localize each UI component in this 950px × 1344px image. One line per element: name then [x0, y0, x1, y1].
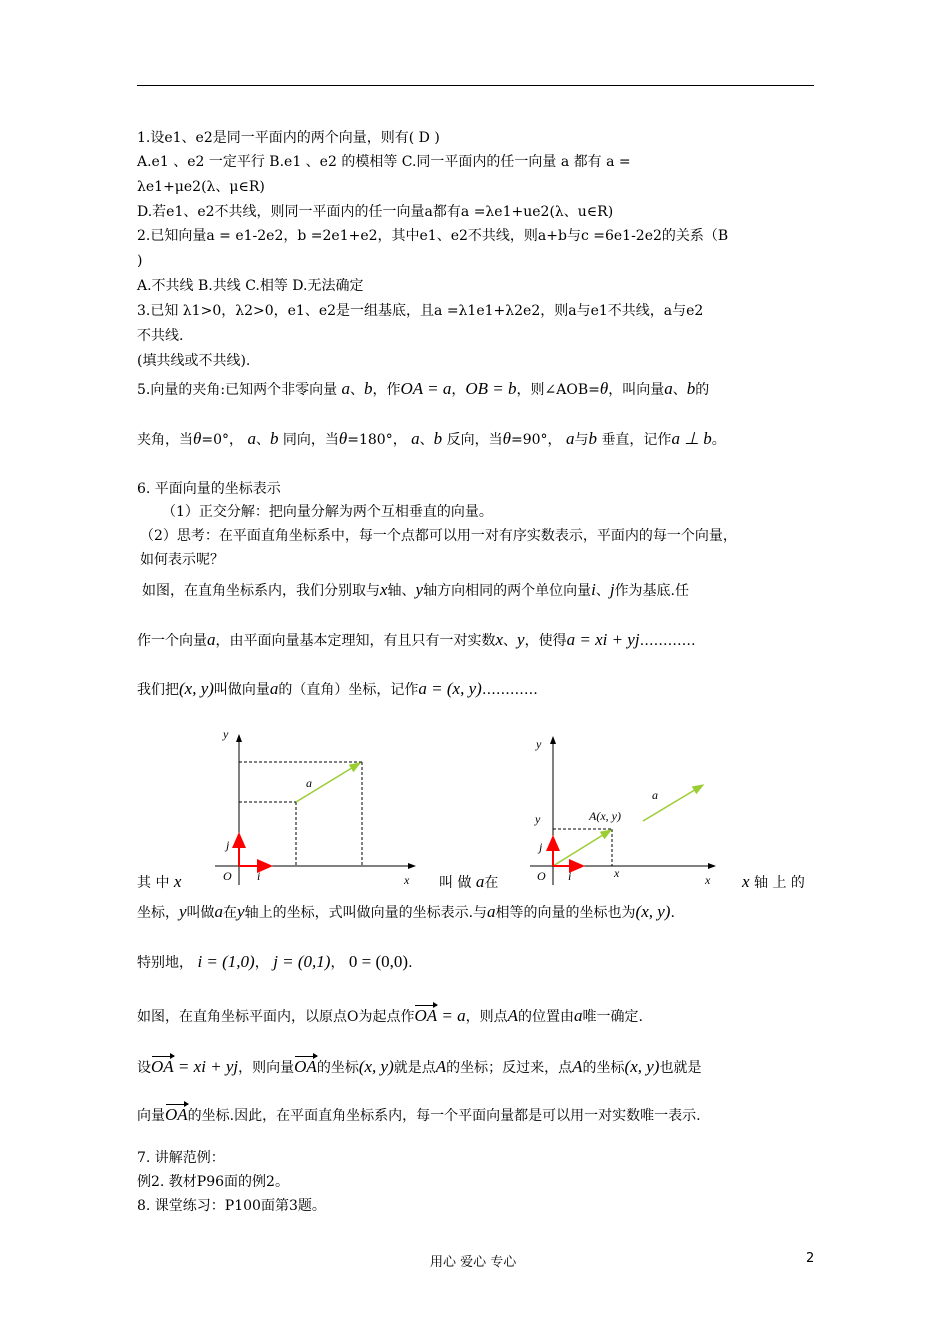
svg-text:j: j	[226, 838, 230, 852]
svg-text:a: a	[652, 788, 658, 802]
q3-stem: 3.已知 λ1>0，λ2>0，e1、e2是一组基底，且a =λ1e1+λ2e2，则a与e1不共线，a与e2	[137, 303, 704, 319]
example-2: 例2. 教材P96面的例2。	[137, 1174, 289, 1190]
page-number: 2	[806, 1251, 815, 1266]
svg-text:y: y	[536, 737, 542, 751]
q3-stem-cont: 不共线.	[137, 328, 184, 344]
svg-text:x: x	[705, 873, 711, 887]
sec6-think-cont: 如何表示呢？	[140, 552, 224, 568]
q2-stem-close: )	[137, 253, 143, 269]
svg-text:O: O	[537, 869, 546, 883]
sec6-think: （2）思考：在平面直角坐标系中，每一个点都可以用一对有序实数表示，平面内的每一个向量，	[140, 528, 737, 544]
coord-line4-left: 其 中 x	[137, 872, 182, 891]
sec6-title: 6. 平面向量的坐标表示	[137, 481, 281, 497]
figure-2	[525, 725, 725, 890]
q2-options: A.不共线 B.共线 C.相等 D.无法确定	[137, 278, 364, 294]
svg-text:y: y	[223, 727, 229, 741]
sec5-line2: 夹角，当θ=0°， a、b 同向，当θ=180°， a、b 反向，当θ=90°， a与b 垂直，记作a ⊥ b。	[137, 429, 726, 448]
svg-text:A(x, y): A(x, y)	[589, 809, 621, 823]
coord-line9: 向量OA的坐标.因此，在平面直角坐标系内，每一个平面向量都是可以用一对实数唯一表示.	[137, 1105, 701, 1124]
q1-option-d: D.若e1、e2不共线，则同一平面内的任一向量a都有a =λe1+ue2(λ、u∈R)	[137, 204, 614, 220]
coord-line4-mid: 叫 做 a在	[439, 872, 499, 891]
svg-text:y: y	[535, 812, 541, 826]
svg-text:a: a	[306, 776, 312, 790]
svg-text:x: x	[404, 873, 410, 887]
svg-text:x: x	[614, 866, 620, 880]
header-rule	[137, 85, 814, 86]
footer-slogan: 用心 爱心 专心	[430, 1255, 517, 1270]
q1-stem: 1.设e1、e2是同一平面内的两个向量，则有( D )	[137, 130, 440, 146]
q1-option-c-cont: λe1+μe2(λ、μ∈R)	[137, 179, 265, 195]
coord-line6: 特别地， i = (1,0)， j = (0,1)， 0 = (0,0).	[137, 952, 413, 971]
q1-options-ab: A.e1 、e2 一定平行 B.e1 、e2 的模相等 C.同一平面内的任一向量 a 都有 a =	[137, 154, 631, 170]
sec7-title: 7. 讲解范例：	[137, 1150, 225, 1166]
coord-line8: 设OA = xi + yj，则向量OA的坐标(x, y)就是点A的坐标；反过来，点A的坐标(x, y)也就是	[137, 1057, 702, 1076]
figure-1	[205, 725, 425, 890]
fig2-vector-OA	[553, 830, 611, 866]
sec6-orthogonal: （1）正交分解：把向量分解为两个互相垂直的向量。	[162, 504, 493, 520]
q2-stem: 2.已知向量a = e1-2e2，b =2e1+e2，其中e1、e2不共线，则a+b与c =6e1-2e2的关系（B	[137, 228, 729, 244]
sec8-title: 8. 课堂练习：P100面第3题。	[137, 1198, 326, 1214]
svg-text:i: i	[257, 869, 261, 883]
coord-line5: 坐标，y叫做a在y轴上的坐标，式叫做向量的坐标表示.与a相等的向量的坐标也为(x, y).	[137, 902, 675, 921]
coord-line3: 我们把(x, y)叫做向量a的（直角）坐标，记作a = (x, y)…………	[137, 679, 538, 698]
coord-line4-right: x 轴 上 的	[742, 872, 805, 891]
svg-text:j: j	[539, 840, 543, 854]
coord-line2: 作一个向量a，由平面向量基本定理知，有且只有一对实数x、y，使得a = xi + yj…………	[137, 630, 696, 649]
q3-note: (填共线或不共线).	[137, 353, 251, 369]
svg-text:O: O	[223, 869, 232, 883]
coord-line1: 如图，在直角坐标系内，我们分别取与x轴、y轴方向相同的两个单位向量i、j作为基底.任	[142, 580, 690, 599]
svg-text:i: i	[568, 869, 572, 883]
coord-line7: 如图，在直角坐标平面内，以原点O为起点作OA = a，则点A的位置由a唯一确定.	[137, 1006, 643, 1025]
sec5-line1: 5.向量的夹角:已知两个非零向量 a、b，作OA = a，OB = b，则∠AOB=θ，叫向量a、b的	[137, 379, 710, 398]
